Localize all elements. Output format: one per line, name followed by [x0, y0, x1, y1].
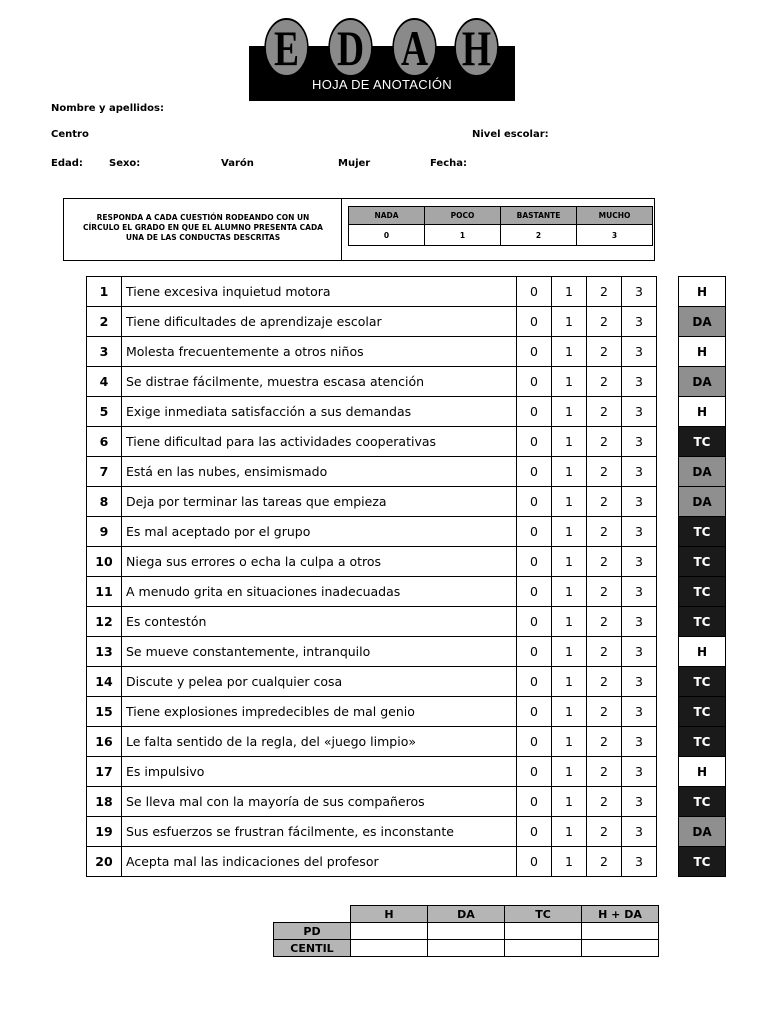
- category-badge: DA: [679, 307, 726, 337]
- rating-option[interactable]: 2: [587, 517, 622, 547]
- rating-option[interactable]: 0: [517, 817, 552, 847]
- rating-option[interactable]: 2: [587, 847, 622, 877]
- category-row: [679, 787, 726, 817]
- rating-option[interactable]: 0: [517, 307, 552, 337]
- category-badge: TC: [679, 547, 726, 577]
- category-row: [679, 667, 726, 697]
- category-badge: H: [679, 637, 726, 667]
- rating-option[interactable]: 1: [552, 517, 587, 547]
- rating-option[interactable]: 1: [552, 307, 587, 337]
- category-row: [679, 637, 726, 667]
- category-badge: DA: [679, 367, 726, 397]
- rating-option[interactable]: 3: [622, 637, 657, 667]
- category-badge: TC: [679, 667, 726, 697]
- rating-option[interactable]: 2: [587, 607, 622, 637]
- rating-option[interactable]: 2: [587, 757, 622, 787]
- rating-option[interactable]: 2: [587, 547, 622, 577]
- rating-option[interactable]: 2: [587, 427, 622, 457]
- table-row: [87, 637, 657, 667]
- rating-option[interactable]: 1: [552, 817, 587, 847]
- rating-option[interactable]: 1: [552, 697, 587, 727]
- item-number: 16: [87, 727, 122, 757]
- rating-option[interactable]: 3: [622, 307, 657, 337]
- table-row: [87, 607, 657, 637]
- category-badge: TC: [679, 517, 726, 547]
- item-text: Tiene excesiva inquietud motora: [122, 277, 517, 307]
- rating-option[interactable]: 1: [552, 847, 587, 877]
- summary-cell[interactable]: [351, 923, 428, 940]
- category-badge: DA: [679, 457, 726, 487]
- table-row: [87, 487, 657, 517]
- item-text: Deja por terminar las tareas que empieza: [122, 487, 517, 517]
- category-badge: TC: [679, 847, 726, 877]
- item-text: Acepta mal las indicaciones del profesor: [122, 847, 517, 877]
- rating-option[interactable]: 3: [622, 547, 657, 577]
- centro-label: Centro: [51, 129, 89, 140]
- category-badge: H: [679, 337, 726, 367]
- item-text: Sus esfuerzos se frustran fácilmente, es inconstante: [122, 817, 517, 847]
- logo-subtitle: HOJA DE ANOTACIÓN: [312, 77, 452, 92]
- rating-option[interactable]: 0: [517, 517, 552, 547]
- rating-option[interactable]: 3: [622, 577, 657, 607]
- rating-option[interactable]: 1: [552, 667, 587, 697]
- item-number: 19: [87, 817, 122, 847]
- rating-option[interactable]: 1: [552, 637, 587, 667]
- table-row: [87, 427, 657, 457]
- rating-option[interactable]: 1: [552, 277, 587, 307]
- table-row: [87, 697, 657, 727]
- scale-label: BASTANTE: [501, 207, 577, 225]
- rating-option[interactable]: 0: [517, 337, 552, 367]
- summary-cell[interactable]: [428, 923, 505, 940]
- rating-option[interactable]: 2: [587, 817, 622, 847]
- category-row: [679, 307, 726, 337]
- rating-option[interactable]: 2: [587, 367, 622, 397]
- category-badge: TC: [679, 607, 726, 637]
- table-row: [87, 727, 657, 757]
- item-text: Discute y pelea por cualquier cosa: [122, 667, 517, 697]
- rating-option[interactable]: 3: [622, 817, 657, 847]
- logo-letter-e: E: [264, 18, 308, 77]
- summary-col-header: DA: [428, 906, 505, 923]
- scale-value: 0: [349, 225, 425, 246]
- summary-row-label: PD: [274, 923, 351, 940]
- category-badge: H: [679, 757, 726, 787]
- logo-letter-a: A: [392, 18, 436, 77]
- table-row: [87, 367, 657, 397]
- item-number: 7: [87, 457, 122, 487]
- category-row: [679, 337, 726, 367]
- item-text: A menudo grita en situaciones inadecuadas: [122, 577, 517, 607]
- item-number: 12: [87, 607, 122, 637]
- rating-option[interactable]: 0: [517, 457, 552, 487]
- item-number: 13: [87, 637, 122, 667]
- rating-option[interactable]: 0: [517, 577, 552, 607]
- rating-option[interactable]: 1: [552, 427, 587, 457]
- rating-option[interactable]: 2: [587, 307, 622, 337]
- item-number: 14: [87, 667, 122, 697]
- rating-option[interactable]: 2: [587, 577, 622, 607]
- category-column: [678, 276, 726, 877]
- table-row: [87, 817, 657, 847]
- logo-letter-d: D: [328, 18, 372, 77]
- table-row: [87, 787, 657, 817]
- rating-option[interactable]: 1: [552, 787, 587, 817]
- item-text: Se lleva mal con la mayoría de sus compañeros: [122, 787, 517, 817]
- rating-option[interactable]: 2: [587, 667, 622, 697]
- category-badge: DA: [679, 487, 726, 517]
- scale-value: 1: [425, 225, 501, 246]
- rating-option[interactable]: 0: [517, 637, 552, 667]
- instruction-text: RESPONDA A CADA CUESTIÓN RODEANDO CON UN CÍRCULO EL GRADO EN QUE EL ALUMNO PRESENTA CADA UNA DE LAS CONDUCTAS DESCRITAS: [83, 213, 323, 242]
- item-text: Está en las nubes, ensimismado: [122, 457, 517, 487]
- category-badge: TC: [679, 787, 726, 817]
- rating-option[interactable]: 1: [552, 457, 587, 487]
- rating-option[interactable]: 1: [552, 607, 587, 637]
- rating-option[interactable]: 3: [622, 787, 657, 817]
- rating-option[interactable]: 2: [587, 487, 622, 517]
- item-number: 3: [87, 337, 122, 367]
- category-badge: H: [679, 397, 726, 427]
- item-text: Exige inmediata satisfacción a sus demandas: [122, 397, 517, 427]
- category-row: [679, 277, 726, 307]
- rating-option[interactable]: 3: [622, 667, 657, 697]
- rating-option[interactable]: 2: [587, 277, 622, 307]
- edah-logo: [249, 15, 515, 101]
- item-number: 1: [87, 277, 122, 307]
- summary-cell[interactable]: [582, 923, 659, 940]
- scale-label: NADA: [349, 207, 425, 225]
- table-row: [87, 757, 657, 787]
- item-number: 2: [87, 307, 122, 337]
- rating-option[interactable]: 3: [622, 367, 657, 397]
- category-badge: TC: [679, 427, 726, 457]
- scale-label: MUCHO: [577, 207, 653, 225]
- item-number: 8: [87, 487, 122, 517]
- item-number: 11: [87, 577, 122, 607]
- summary-col-header: TC: [505, 906, 582, 923]
- rating-option[interactable]: 3: [622, 517, 657, 547]
- rating-option[interactable]: 0: [517, 277, 552, 307]
- rating-option[interactable]: 0: [517, 847, 552, 877]
- rating-option[interactable]: 1: [552, 367, 587, 397]
- table-row: [87, 307, 657, 337]
- rating-option[interactable]: 2: [587, 637, 622, 667]
- summary-cell[interactable]: [505, 923, 582, 940]
- table-row: [87, 577, 657, 607]
- summary-col-header: H + DA: [582, 906, 659, 923]
- rating-option[interactable]: 3: [622, 427, 657, 457]
- table-row: [87, 517, 657, 547]
- item-number: 9: [87, 517, 122, 547]
- summary-cell[interactable]: [428, 940, 505, 957]
- score-summary-table: [273, 905, 659, 957]
- item-text: Se mueve constantemente, intranquilo: [122, 637, 517, 667]
- category-row: [679, 487, 726, 517]
- rating-option[interactable]: 0: [517, 757, 552, 787]
- rating-option[interactable]: 1: [552, 727, 587, 757]
- rating-option[interactable]: 3: [622, 277, 657, 307]
- item-text: Tiene explosiones impredecibles de mal genio: [122, 697, 517, 727]
- category-row: [679, 577, 726, 607]
- rating-option[interactable]: 3: [622, 697, 657, 727]
- category-row: [679, 367, 726, 397]
- item-number: 20: [87, 847, 122, 877]
- summary-col-header: H: [351, 906, 428, 923]
- item-number: 6: [87, 427, 122, 457]
- rating-option[interactable]: 3: [622, 337, 657, 367]
- scale-legend: [348, 206, 653, 246]
- nivel-label: Nivel escolar:: [472, 129, 549, 140]
- rating-option[interactable]: 0: [517, 697, 552, 727]
- category-row: [679, 517, 726, 547]
- rating-option[interactable]: 2: [587, 697, 622, 727]
- scale-value: 2: [501, 225, 577, 246]
- scale-value: 3: [577, 225, 653, 246]
- rating-option[interactable]: 0: [517, 487, 552, 517]
- item-number: 10: [87, 547, 122, 577]
- rating-option[interactable]: 0: [517, 367, 552, 397]
- rating-option[interactable]: 3: [622, 847, 657, 877]
- item-text: Es contestón: [122, 607, 517, 637]
- rating-option[interactable]: 3: [622, 397, 657, 427]
- category-badge: H: [679, 277, 726, 307]
- rating-option[interactable]: 0: [517, 397, 552, 427]
- item-text: Molesta frecuentemente a otros niños: [122, 337, 517, 367]
- rating-option[interactable]: 3: [622, 487, 657, 517]
- category-row: [679, 607, 726, 637]
- sexo-label: Sexo:: [109, 158, 141, 169]
- rating-option[interactable]: 3: [622, 607, 657, 637]
- varon-label: Varón: [221, 158, 254, 169]
- category-row: [679, 817, 726, 847]
- category-row: [679, 457, 726, 487]
- rating-option[interactable]: 0: [517, 727, 552, 757]
- table-row: [87, 847, 657, 877]
- rating-option[interactable]: 2: [587, 457, 622, 487]
- item-text: Tiene dificultad para las actividades cooperativas: [122, 427, 517, 457]
- instruction-box: [63, 198, 655, 261]
- rating-option[interactable]: 0: [517, 787, 552, 817]
- summary-row-label: CENTIL: [274, 940, 351, 957]
- rating-option[interactable]: 0: [517, 667, 552, 697]
- item-number: 4: [87, 367, 122, 397]
- fecha-label: Fecha:: [430, 158, 468, 169]
- mujer-label: Mujer: [338, 158, 371, 169]
- summary-corner: [274, 906, 351, 923]
- item-text: Le falta sentido de la regla, del «juego limpio»: [122, 727, 517, 757]
- category-row: [679, 727, 726, 757]
- table-row: [87, 277, 657, 307]
- category-badge: TC: [679, 577, 726, 607]
- table-row: [87, 667, 657, 697]
- category-row: [679, 427, 726, 457]
- scale-label: POCO: [425, 207, 501, 225]
- table-row: [87, 547, 657, 577]
- rating-option[interactable]: 0: [517, 427, 552, 457]
- edad-label: Edad:: [51, 158, 83, 169]
- item-number: 5: [87, 397, 122, 427]
- category-badge: TC: [679, 697, 726, 727]
- summary-cell[interactable]: [351, 940, 428, 957]
- summary-cell[interactable]: [505, 940, 582, 957]
- rating-option[interactable]: 1: [552, 547, 587, 577]
- table-row: [87, 337, 657, 367]
- category-badge: DA: [679, 817, 726, 847]
- item-text: Se distrae fácilmente, muestra escasa atención: [122, 367, 517, 397]
- category-row: [679, 697, 726, 727]
- item-number: 15: [87, 697, 122, 727]
- item-number: 17: [87, 757, 122, 787]
- item-text: Es impulsivo: [122, 757, 517, 787]
- rating-option[interactable]: 2: [587, 727, 622, 757]
- rating-option[interactable]: 0: [517, 607, 552, 637]
- rating-option[interactable]: 1: [552, 577, 587, 607]
- table-row: [87, 397, 657, 427]
- questionnaire-table: [86, 276, 657, 877]
- rating-option[interactable]: 2: [587, 337, 622, 367]
- rating-option[interactable]: 2: [587, 787, 622, 817]
- rating-option[interactable]: 1: [552, 487, 587, 517]
- rating-option[interactable]: 2: [587, 397, 622, 427]
- rating-option[interactable]: 3: [622, 757, 657, 787]
- category-row: [679, 547, 726, 577]
- item-number: 18: [87, 787, 122, 817]
- category-row: [679, 397, 726, 427]
- category-row: [679, 757, 726, 787]
- rating-option[interactable]: 0: [517, 547, 552, 577]
- item-text: Niega sus errores o echa la culpa a otros: [122, 547, 517, 577]
- category-row: [679, 847, 726, 877]
- rating-option[interactable]: 3: [622, 457, 657, 487]
- item-text: Tiene dificultades de aprendizaje escolar: [122, 307, 517, 337]
- rating-option[interactable]: 3: [622, 727, 657, 757]
- nombre-label: Nombre y apellidos:: [51, 103, 164, 114]
- table-row: [87, 457, 657, 487]
- rating-option[interactable]: 1: [552, 757, 587, 787]
- category-badge: TC: [679, 727, 726, 757]
- logo-letter-h: H: [454, 18, 498, 77]
- item-text: Es mal aceptado por el grupo: [122, 517, 517, 547]
- instruction-divider: [341, 199, 342, 260]
- summary-cell[interactable]: [582, 940, 659, 957]
- rating-option[interactable]: 1: [552, 337, 587, 367]
- rating-option[interactable]: 1: [552, 397, 587, 427]
